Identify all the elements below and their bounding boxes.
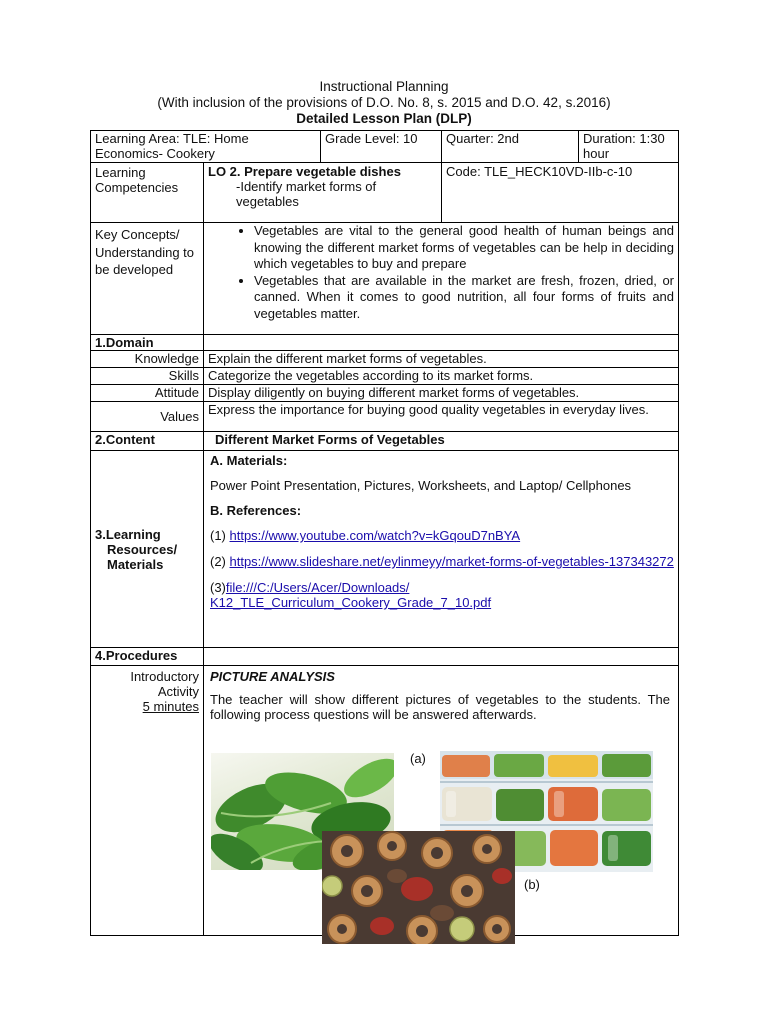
table-row bbox=[91, 335, 679, 351]
domain-label: 1.Domain bbox=[91, 335, 204, 351]
table-row bbox=[91, 163, 679, 223]
learning-area-cell: Learning Area: TLE: Home Economics- Cookery bbox=[91, 131, 321, 163]
table-row bbox=[91, 432, 679, 451]
code-cell: Code: TLE_HECK10VD-IIb-c-10 bbox=[442, 163, 679, 223]
attitude-label: Attitude bbox=[91, 385, 204, 402]
reference-1: (1) https://www.youtube.com/watch?v=kGqouD7nBYA bbox=[210, 528, 521, 543]
table-row bbox=[91, 351, 679, 368]
values-label: Values bbox=[91, 402, 204, 432]
knowledge-value: Explain the different market forms of vegetables. bbox=[204, 351, 679, 368]
table-row bbox=[91, 385, 679, 402]
domain-empty-cell bbox=[204, 335, 679, 351]
intro-activity-label: Introductory Activity 5 minutes bbox=[91, 666, 204, 936]
reference-link-2[interactable]: https://www.slideshare.net/eylinmeyy/market-forms-of-vegetables-137343272 bbox=[229, 554, 674, 569]
table-row bbox=[91, 451, 679, 648]
resources-cell bbox=[204, 451, 679, 648]
competencies-cell bbox=[204, 163, 442, 223]
quarter-cell: Quarter: 2nd bbox=[442, 131, 579, 163]
knowledge-label: Knowledge bbox=[91, 351, 204, 368]
content-label: 2.Content bbox=[91, 432, 204, 451]
activity-heading: PICTURE ANALYSIS bbox=[210, 669, 335, 684]
resources-label: 3.Learning Resources/ Materials bbox=[91, 451, 204, 648]
competencies-label: Learning Competencies bbox=[91, 163, 204, 223]
plan-subtitle: (With inclusion of the provisions of D.O. No. 8, s. 2015 and D.O. 42, s.2016) bbox=[157, 95, 611, 110]
list-item: • Vegetables are vital to the general good health of human beings and knowing the different market forms of vegetables can be help in deciding which vegetables to buy and prepare bbox=[254, 223, 674, 273]
grade-level-cell: Grade Level: 10 bbox=[321, 131, 442, 163]
table-row bbox=[91, 131, 679, 163]
dlp-title: Detailed Lesson Plan (DLP) bbox=[296, 111, 472, 126]
reference-3: (3)file:///C:/Users/Acer/Downloads/ K12_TLE_Curriculum_Cookery_Grade_7_10.pdf bbox=[210, 580, 492, 610]
plan-title: Instructional Planning bbox=[319, 79, 449, 94]
content-value: Different Market Forms of Vegetables bbox=[204, 432, 679, 451]
table-row bbox=[91, 368, 679, 385]
duration-cell: Duration: 1:30 hour bbox=[579, 131, 679, 163]
table-row bbox=[91, 402, 679, 432]
materials-heading: A. Materials: bbox=[210, 453, 288, 468]
dried-vegetables-image bbox=[322, 831, 515, 944]
values-value: Express the importance for buying good quality vegetables in everyday lives. bbox=[204, 402, 679, 432]
key-concepts-cell bbox=[204, 223, 679, 335]
key-concepts-label: Key Concepts/ Understanding to be developed bbox=[91, 223, 204, 335]
references-heading: B. References: bbox=[210, 503, 302, 518]
reference-2: (2) https://www.slideshare.net/eylinmeyy/market-forms-of-vegetables-137343272 bbox=[210, 554, 674, 569]
attitude-value: Display diligently on buying different market forms of vegetables. bbox=[204, 385, 679, 402]
intro-time: 5 minutes bbox=[142, 699, 199, 714]
reference-link-3[interactable]: file:///C:/Users/Acer/Downloads/ K12_TLE_Curriculum_Cookery_Grade_7_10.pdf bbox=[210, 580, 492, 610]
label-b: (b) bbox=[524, 877, 540, 892]
list-item: • Vegetables that are available in the market are fresh, frozen, dried, or canned. When it comes to good nutrition, all four forms of fruits and vegetables matter. bbox=[254, 273, 674, 323]
table-row bbox=[91, 223, 679, 335]
skills-value: Categorize the vegetables according to its market forms. bbox=[204, 368, 679, 385]
label-a: (a) bbox=[410, 751, 426, 766]
table-row bbox=[91, 648, 679, 666]
procedures-empty-cell bbox=[204, 648, 679, 666]
lo-sub-text: -Identify market forms of vegetables bbox=[236, 179, 377, 209]
reference-link-1[interactable]: https://www.youtube.com/watch?v=kGqouD7nBYA bbox=[229, 528, 521, 543]
procedures-label: 4.Procedures bbox=[91, 648, 204, 666]
activity-text: The teacher will show different pictures of vegetables to the students. The following process questions will be answered afterwards. bbox=[210, 692, 671, 722]
skills-label: Skills bbox=[91, 368, 204, 385]
lo-text: LO 2. Prepare vegetable dishes bbox=[208, 164, 401, 179]
materials-text: Power Point Presentation, Pictures, Worksheets, and Laptop/ Cellphones bbox=[210, 478, 632, 493]
